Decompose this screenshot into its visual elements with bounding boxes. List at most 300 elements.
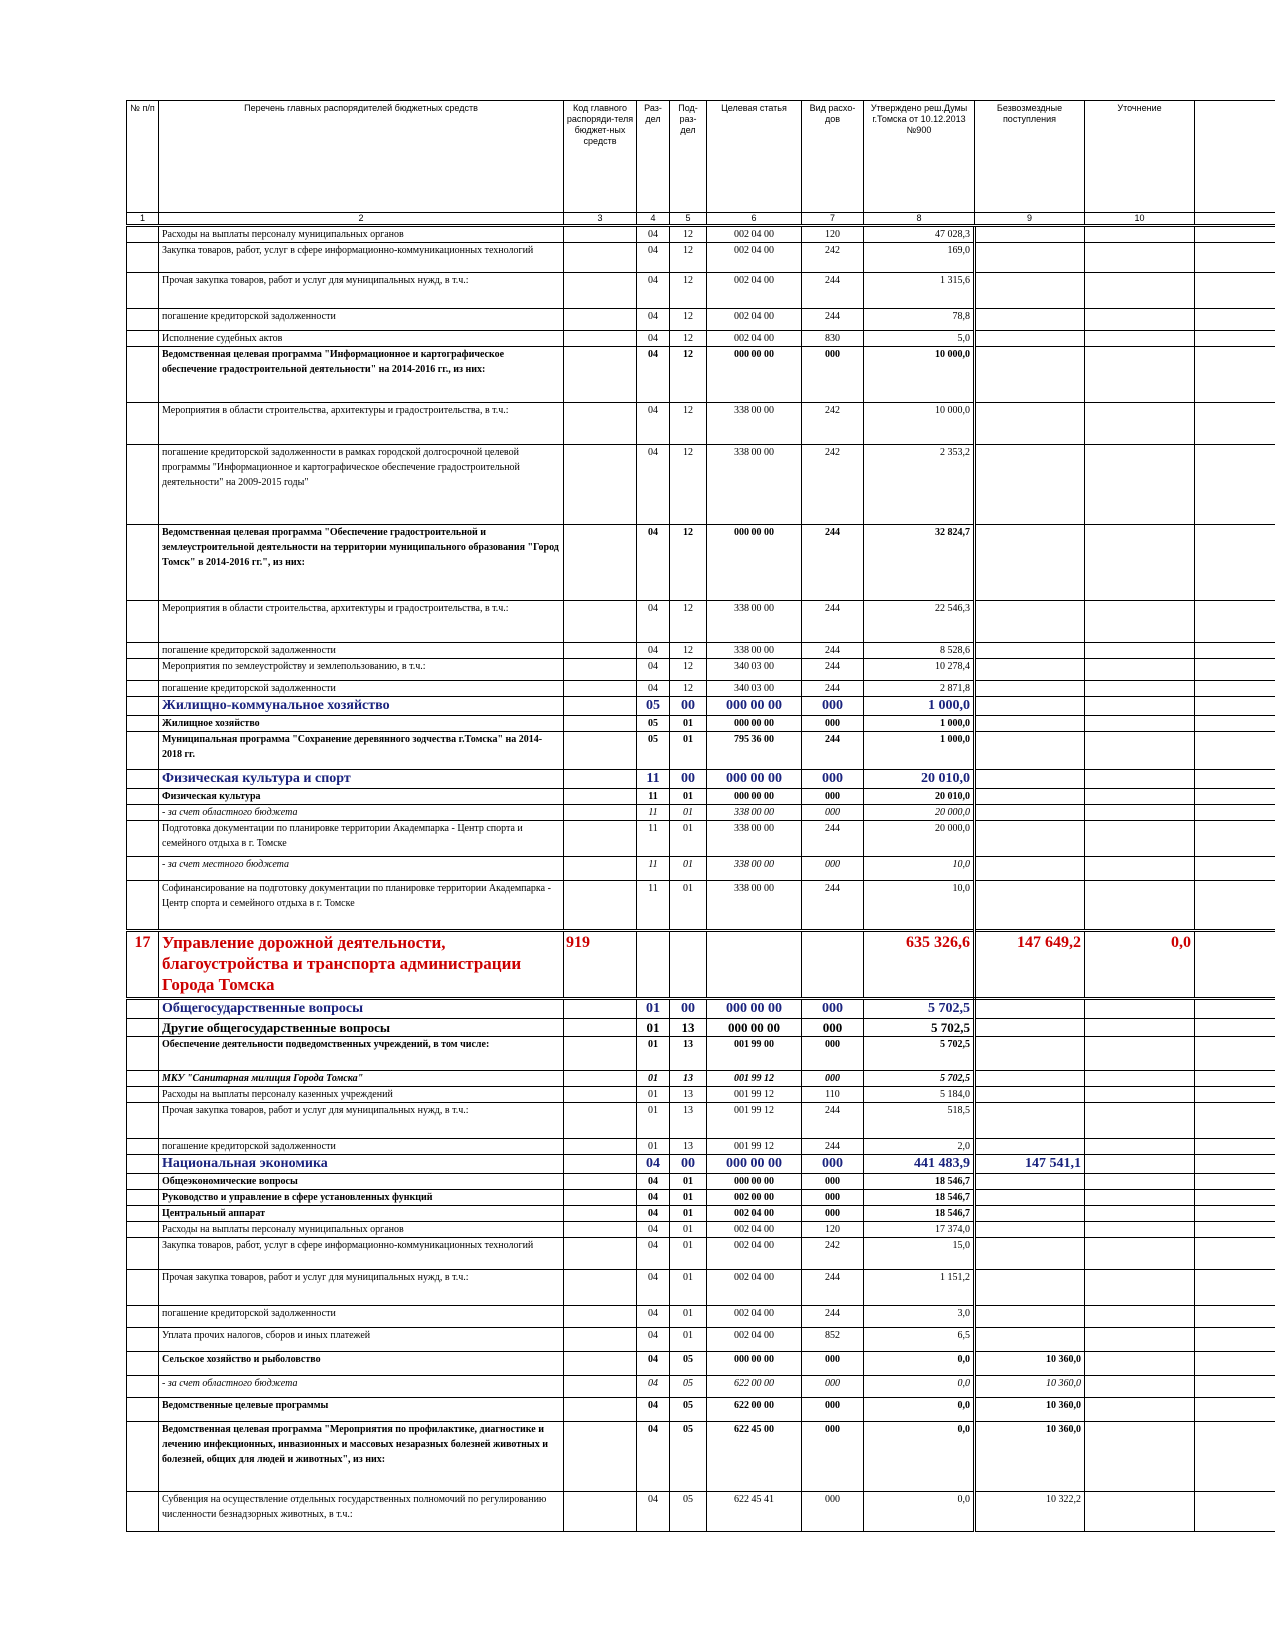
row-number	[127, 273, 159, 309]
row-target: 338 00 00	[707, 881, 802, 931]
row-name: Ведомственная целевая программа "Обеспечение градостроительной и землеустроительной деятельности на территории муниципального образования "Город Томск" в 2014-2016 гг.", из них:	[159, 525, 564, 601]
row-section: 04	[637, 347, 670, 403]
row-number	[127, 1139, 159, 1155]
row-approved: 32 824,7	[864, 525, 975, 601]
row-number	[127, 226, 159, 243]
row-clarification	[1085, 789, 1195, 805]
row-extra	[1195, 226, 1275, 243]
row-name: Физическая культура и спорт	[159, 770, 564, 789]
row-clarification	[1085, 1174, 1195, 1190]
row-name: Софинансирование на подготовку документации по планировке территории Академпарка - Центр спорта и семейного отдыха в г. Томске	[159, 881, 564, 931]
colnum: 6	[707, 213, 802, 226]
row-clarification	[1085, 805, 1195, 821]
row-expense-type: 244	[802, 821, 864, 857]
row-number	[127, 1071, 159, 1087]
row-subsection: 13	[670, 1071, 707, 1087]
row-name: Прочая закупка товаров, работ и услуг для муниципальных нужд, в т.ч.:	[159, 1270, 564, 1306]
row-clarification	[1085, 857, 1195, 881]
row-code	[564, 1190, 637, 1206]
row-grants: 147 541,1	[975, 1155, 1085, 1174]
row-expense-type: 000	[802, 697, 864, 716]
row-expense-type: 242	[802, 403, 864, 445]
row-name: Ведомственная целевая программа "Информационное и картографическое обеспечение градостроительной деятельности" на 2014-2016 гг., из них:	[159, 347, 564, 403]
table-row	[127, 1352, 1275, 1376]
row-approved: 0,0	[864, 1492, 975, 1532]
row-extra	[1195, 857, 1275, 881]
row-grants	[975, 1174, 1085, 1190]
row-extra	[1195, 1352, 1275, 1376]
row-target: 002 04 00	[707, 1306, 802, 1328]
row-subsection: 01	[670, 716, 707, 732]
row-approved: 5 702,5	[864, 1037, 975, 1071]
row-clarification: 0,0	[1085, 931, 1195, 999]
row-section: 01	[637, 1037, 670, 1071]
row-approved: 1 000,0	[864, 732, 975, 770]
row-name: - за счет областного бюджета	[159, 1376, 564, 1398]
row-expense-type: 000	[802, 1071, 864, 1087]
row-name: Расходы на выплаты персоналу казенных учреждений	[159, 1087, 564, 1103]
row-name: Общеэкономические вопросы	[159, 1174, 564, 1190]
row-code	[564, 999, 637, 1019]
colnum: 7	[802, 213, 864, 226]
row-section: 04	[637, 659, 670, 681]
row-target: 002 04 00	[707, 1270, 802, 1306]
row-clarification	[1085, 347, 1195, 403]
row-clarification	[1085, 1422, 1195, 1492]
row-grants: 10 360,0	[975, 1422, 1085, 1492]
row-grants	[975, 1190, 1085, 1206]
table-row	[127, 732, 1275, 770]
row-code	[564, 226, 637, 243]
header-col-code: Код главного распоряди-теля бюджет-ных средств	[564, 101, 637, 213]
row-grants: 10 360,0	[975, 1352, 1085, 1376]
table-row	[127, 1222, 1275, 1238]
table-row	[127, 999, 1275, 1019]
row-target: 000 00 00	[707, 525, 802, 601]
row-clarification	[1085, 643, 1195, 659]
row-expense-type: 244	[802, 881, 864, 931]
row-name: погашение кредиторской задолженности	[159, 1306, 564, 1328]
row-code	[564, 309, 637, 331]
row-grants	[975, 1222, 1085, 1238]
row-grants: 10 360,0	[975, 1398, 1085, 1422]
row-code	[564, 1206, 637, 1222]
row-expense-type: 244	[802, 273, 864, 309]
row-clarification	[1085, 1306, 1195, 1328]
row-grants	[975, 273, 1085, 309]
row-clarification	[1085, 716, 1195, 732]
row-grants	[975, 681, 1085, 697]
row-section: 04	[637, 1352, 670, 1376]
row-section: 04	[637, 1376, 670, 1398]
row-extra	[1195, 309, 1275, 331]
row-grants	[975, 445, 1085, 525]
row-subsection: 12	[670, 226, 707, 243]
row-name: Расходы на выплаты персоналу муниципальных органов	[159, 226, 564, 243]
colnum: 1	[127, 213, 159, 226]
row-extra	[1195, 525, 1275, 601]
row-grants	[975, 601, 1085, 643]
row-target	[707, 931, 802, 999]
row-section: 04	[637, 243, 670, 273]
row-section: 04	[637, 1190, 670, 1206]
row-number	[127, 1190, 159, 1206]
row-target: 338 00 00	[707, 857, 802, 881]
row-target: 338 00 00	[707, 601, 802, 643]
row-subsection: 12	[670, 601, 707, 643]
row-name: погашение кредиторской задолженности	[159, 681, 564, 697]
row-target: 001 99 12	[707, 1103, 802, 1139]
row-number	[127, 732, 159, 770]
row-expense-type: 830	[802, 331, 864, 347]
row-number	[127, 999, 159, 1019]
row-target: 338 00 00	[707, 643, 802, 659]
row-grants	[975, 732, 1085, 770]
row-number	[127, 1087, 159, 1103]
row-approved: 0,0	[864, 1376, 975, 1398]
row-code	[564, 1019, 637, 1037]
row-grants	[975, 1206, 1085, 1222]
row-subsection: 00	[670, 1155, 707, 1174]
row-grants: 147 649,2	[975, 931, 1085, 999]
row-approved: 0,0	[864, 1352, 975, 1376]
row-grants	[975, 309, 1085, 331]
row-number: 17	[127, 931, 159, 999]
row-grants: 10 322,2	[975, 1492, 1085, 1532]
row-approved: 1 000,0	[864, 697, 975, 716]
row-extra	[1195, 643, 1275, 659]
row-target: 622 00 00	[707, 1376, 802, 1398]
row-name: погашение кредиторской задолженности	[159, 1139, 564, 1155]
row-extra	[1195, 681, 1275, 697]
row-clarification	[1085, 1155, 1195, 1174]
table-row	[127, 1376, 1275, 1398]
row-code	[564, 1328, 637, 1352]
row-approved: 10 000,0	[864, 347, 975, 403]
row-code	[564, 273, 637, 309]
row-number	[127, 697, 159, 716]
row-target: 000 00 00	[707, 1019, 802, 1037]
row-section: 01	[637, 1071, 670, 1087]
row-approved: 10,0	[864, 881, 975, 931]
row-number	[127, 1328, 159, 1352]
row-subsection: 13	[670, 1087, 707, 1103]
row-clarification	[1085, 659, 1195, 681]
row-section: 04	[637, 1398, 670, 1422]
row-number	[127, 403, 159, 445]
row-target: 000 00 00	[707, 789, 802, 805]
row-expense-type: 244	[802, 1270, 864, 1306]
row-code	[564, 1155, 637, 1174]
row-code	[564, 1087, 637, 1103]
row-section: 04	[637, 1222, 670, 1238]
row-section: 04	[637, 273, 670, 309]
colnum: 5	[670, 213, 707, 226]
budget-table-sheet	[126, 100, 1275, 1532]
row-name: Подготовка документации по планировке территории Академпарка - Центр спорта и семейного отдыха в г. Томске	[159, 821, 564, 857]
row-subsection: 13	[670, 1139, 707, 1155]
row-approved: 8 528,6	[864, 643, 975, 659]
header-row	[127, 101, 1275, 213]
row-grants	[975, 1087, 1085, 1103]
row-name: Прочая закупка товаров, работ и услуг для муниципальных нужд, в т.ч.:	[159, 273, 564, 309]
row-clarification	[1085, 601, 1195, 643]
row-target: 622 00 00	[707, 1398, 802, 1422]
row-code	[564, 681, 637, 697]
row-target: 000 00 00	[707, 347, 802, 403]
row-grants	[975, 789, 1085, 805]
row-expense-type: 244	[802, 681, 864, 697]
row-grants	[975, 821, 1085, 857]
table-row	[127, 1155, 1275, 1174]
row-clarification	[1085, 821, 1195, 857]
row-approved: 518,5	[864, 1103, 975, 1139]
row-expense-type: 000	[802, 1206, 864, 1222]
table-row	[127, 1422, 1275, 1492]
row-extra	[1195, 770, 1275, 789]
row-number	[127, 821, 159, 857]
row-subsection: 05	[670, 1398, 707, 1422]
row-clarification	[1085, 525, 1195, 601]
row-extra	[1195, 931, 1275, 999]
row-subsection: 12	[670, 445, 707, 525]
row-grants	[975, 331, 1085, 347]
row-grants	[975, 243, 1085, 273]
row-number	[127, 1103, 159, 1139]
table-row	[127, 931, 1275, 999]
table-row	[127, 1071, 1275, 1087]
row-name: Закупка товаров, работ, услуг в сфере информационно-коммуникационных технологий	[159, 243, 564, 273]
row-clarification	[1085, 1328, 1195, 1352]
colnum: 9	[975, 213, 1085, 226]
row-section: 04	[637, 403, 670, 445]
table-row	[127, 1139, 1275, 1155]
row-number	[127, 1238, 159, 1270]
row-clarification	[1085, 999, 1195, 1019]
table-row	[127, 789, 1275, 805]
row-name: Общегосударственные вопросы	[159, 999, 564, 1019]
row-code	[564, 1139, 637, 1155]
row-clarification	[1085, 331, 1195, 347]
row-subsection: 01	[670, 821, 707, 857]
table-row	[127, 1019, 1275, 1037]
table-row	[127, 1174, 1275, 1190]
row-section: 04	[637, 1306, 670, 1328]
row-clarification	[1085, 226, 1195, 243]
row-expense-type: 000	[802, 1019, 864, 1037]
table-row	[127, 331, 1275, 347]
row-approved: 10 278,4	[864, 659, 975, 681]
row-expense-type	[802, 931, 864, 999]
row-clarification	[1085, 243, 1195, 273]
row-subsection: 00	[670, 697, 707, 716]
row-extra	[1195, 1328, 1275, 1352]
row-grants	[975, 697, 1085, 716]
row-clarification	[1085, 1190, 1195, 1206]
row-number	[127, 1206, 159, 1222]
row-code: 919	[564, 931, 637, 999]
row-grants	[975, 347, 1085, 403]
row-name: Субвенция на осуществление отдельных государственных полномочий по регулированию численности безнадзорных животных, в т.ч.:	[159, 1492, 564, 1532]
row-code	[564, 1071, 637, 1087]
row-approved: 5 184,0	[864, 1087, 975, 1103]
row-name: Центральный аппарат	[159, 1206, 564, 1222]
row-target: 001 99 12	[707, 1139, 802, 1155]
row-expense-type: 244	[802, 601, 864, 643]
row-expense-type: 120	[802, 226, 864, 243]
header-col-subsection: Под-раз-дел	[670, 101, 707, 213]
table-row	[127, 403, 1275, 445]
row-number	[127, 1155, 159, 1174]
row-target: 002 04 00	[707, 1222, 802, 1238]
row-subsection: 05	[670, 1376, 707, 1398]
row-number	[127, 1306, 159, 1328]
row-expense-type: 000	[802, 1398, 864, 1422]
row-section: 05	[637, 716, 670, 732]
row-subsection: 01	[670, 1222, 707, 1238]
row-extra	[1195, 999, 1275, 1019]
row-name: Прочая закупка товаров, работ и услуг для муниципальных нужд, в т.ч.:	[159, 1103, 564, 1139]
row-name: Физическая культура	[159, 789, 564, 805]
row-section: 01	[637, 1019, 670, 1037]
row-clarification	[1085, 273, 1195, 309]
row-target: 000 00 00	[707, 999, 802, 1019]
row-code	[564, 403, 637, 445]
row-name: Мероприятия в области строительства, архитектуры и градостроительства, в т.ч.:	[159, 601, 564, 643]
row-subsection: 12	[670, 273, 707, 309]
row-target: 622 45 00	[707, 1422, 802, 1492]
table-row	[127, 1328, 1275, 1352]
table-row	[127, 1238, 1275, 1270]
row-name: Управление дорожной деятельности, благоустройства и транспорта администрации Города Томска	[159, 931, 564, 999]
row-target: 000 00 00	[707, 1155, 802, 1174]
header-col-approved: Утверждено реш.Думы г.Томска от 10.12.2013 №900	[864, 101, 975, 213]
row-section: 11	[637, 789, 670, 805]
row-grants	[975, 999, 1085, 1019]
row-section: 01	[637, 1139, 670, 1155]
row-code	[564, 525, 637, 601]
row-name: - за счет местного бюджета	[159, 857, 564, 881]
row-expense-type: 000	[802, 805, 864, 821]
row-approved: 3,0	[864, 1306, 975, 1328]
row-expense-type: 000	[802, 1037, 864, 1071]
row-extra	[1195, 1019, 1275, 1037]
table-row	[127, 347, 1275, 403]
row-expense-type: 000	[802, 1155, 864, 1174]
table-row	[127, 659, 1275, 681]
row-subsection: 05	[670, 1352, 707, 1376]
row-number	[127, 1037, 159, 1071]
row-section: 04	[637, 1328, 670, 1352]
row-target: 338 00 00	[707, 805, 802, 821]
row-clarification	[1085, 1037, 1195, 1071]
row-approved: 5,0	[864, 331, 975, 347]
row-target: 002 04 00	[707, 226, 802, 243]
row-number	[127, 1270, 159, 1306]
row-number	[127, 243, 159, 273]
row-target: 340 03 00	[707, 681, 802, 697]
row-expense-type: 852	[802, 1328, 864, 1352]
row-clarification	[1085, 1270, 1195, 1306]
row-extra	[1195, 1190, 1275, 1206]
table-row	[127, 1087, 1275, 1103]
row-subsection: 12	[670, 243, 707, 273]
row-grants	[975, 1238, 1085, 1270]
row-extra	[1195, 1398, 1275, 1422]
row-expense-type: 244	[802, 525, 864, 601]
row-clarification	[1085, 1238, 1195, 1270]
row-extra	[1195, 1306, 1275, 1328]
row-extra	[1195, 1206, 1275, 1222]
row-approved: 1 000,0	[864, 716, 975, 732]
row-clarification	[1085, 1352, 1195, 1376]
header-col-extra	[1195, 101, 1275, 213]
row-grants	[975, 881, 1085, 931]
row-target: 000 00 00	[707, 770, 802, 789]
row-code	[564, 1174, 637, 1190]
row-approved: 20 010,0	[864, 770, 975, 789]
row-number	[127, 1492, 159, 1532]
row-approved: 10,0	[864, 857, 975, 881]
row-clarification	[1085, 1139, 1195, 1155]
row-code	[564, 857, 637, 881]
table-row	[127, 697, 1275, 716]
row-clarification	[1085, 681, 1195, 697]
row-extra	[1195, 1139, 1275, 1155]
row-grants: 10 360,0	[975, 1376, 1085, 1398]
row-section: 05	[637, 697, 670, 716]
row-name: Руководство и управление в сфере установленных функций	[159, 1190, 564, 1206]
row-expense-type: 000	[802, 716, 864, 732]
row-section: 04	[637, 525, 670, 601]
row-grants	[975, 403, 1085, 445]
row-approved: 78,8	[864, 309, 975, 331]
row-target: 338 00 00	[707, 821, 802, 857]
row-approved: 5 702,5	[864, 1071, 975, 1087]
row-grants	[975, 805, 1085, 821]
row-section: 04	[637, 309, 670, 331]
row-section: 11	[637, 881, 670, 931]
row-expense-type: 244	[802, 643, 864, 659]
row-approved: 0,0	[864, 1398, 975, 1422]
row-approved: 18 546,7	[864, 1174, 975, 1190]
row-number	[127, 601, 159, 643]
row-code	[564, 347, 637, 403]
row-code	[564, 805, 637, 821]
row-extra	[1195, 445, 1275, 525]
row-extra	[1195, 1492, 1275, 1532]
row-section: 04	[637, 1422, 670, 1492]
table-row	[127, 1270, 1275, 1306]
header-col-target: Целевая статья	[707, 101, 802, 213]
row-target: 002 00 00	[707, 1190, 802, 1206]
row-section: 04	[637, 1270, 670, 1306]
row-expense-type: 242	[802, 1238, 864, 1270]
row-section: 04	[637, 331, 670, 347]
row-section	[637, 931, 670, 999]
row-extra	[1195, 347, 1275, 403]
row-extra	[1195, 243, 1275, 273]
row-section: 01	[637, 1103, 670, 1139]
row-extra	[1195, 881, 1275, 931]
row-clarification	[1085, 1398, 1195, 1422]
table-row	[127, 821, 1275, 857]
row-target: 001 99 12	[707, 1071, 802, 1087]
row-number	[127, 881, 159, 931]
header-col-name: Перечень главных распорядителей бюджетных средств	[159, 101, 564, 213]
row-subsection: 12	[670, 681, 707, 697]
row-name: Ведомственные целевые программы	[159, 1398, 564, 1422]
